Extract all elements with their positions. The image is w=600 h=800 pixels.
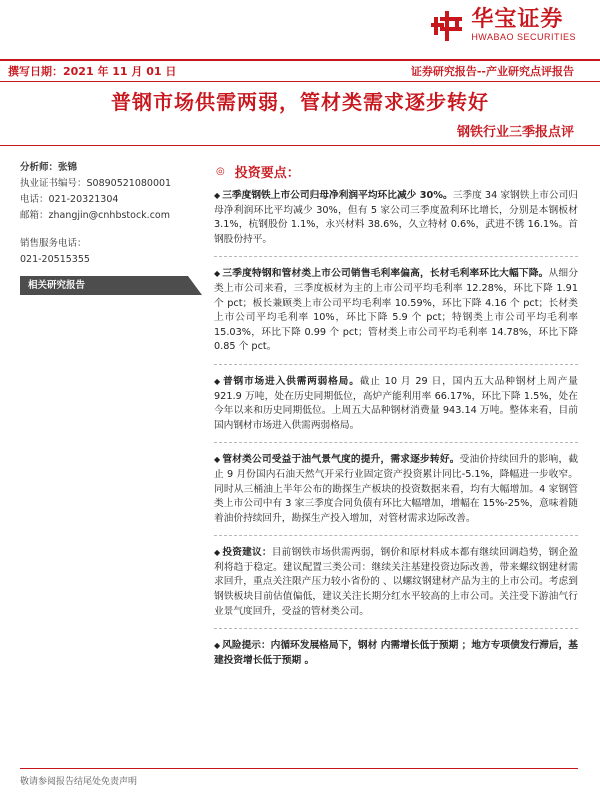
logo-english-name: HWABAO SECURITIES [471,32,576,42]
report-date: 撰写日期：2021 年 11 月 01 日 [8,65,177,78]
analyst-sidebar [20,160,202,268]
logo-chinese-name: 华宝证券 [471,7,564,32]
point-item [214,189,578,257]
analyst-phone: 电话：021-20321304 [20,194,119,205]
target-bullet-icon: ◎ [216,166,225,177]
point-lead: 管材类公司受益于油气景气度的提升，需求逐步转好。 [222,454,460,466]
points-heading [214,162,578,181]
points-title: 投资要点： [234,166,300,181]
point-item [214,453,578,536]
header-bottom-rule [0,81,600,82]
header-bar [0,61,600,81]
logo-mark-icon [431,9,465,43]
point-body: 三季度 34 家钢铁上市公司归母净利润环比平均减少 30%，但有 5 家公司三季度盈利环比增长，分别是本钢板材 3.1%，杭钢股份 1.1%，永兴材料 38.6%，久立特材 0.6%，武进不锈 16.1%。首钢股份持平。 [214,190,578,245]
analyst-email: 邮箱：zhangjin@cnhbstock.com [20,210,170,221]
diamond-bullet-icon: ◆ [214,269,221,279]
analyst-name: 分析师：张锦 [20,162,78,173]
point-item [214,375,578,443]
point-item [214,639,578,677]
point-body: 受油价持续回升的影响，截止 9 月份国内石油天然气开采行业固定资产投资累计同比-5.1%，降幅进一步收窄。同时从三桶油上半年公布的勘探生产板块的投资数据来看，均有大幅增加。4 家钢管类上市公司中有 3 家三季度合同负债有环比大幅增加，增幅在 15%-25%，意味着随着油价持续回升，勘探生产投入增加，对管材需求边际改善。 [214,454,579,524]
diamond-bullet-icon: ◆ [214,376,221,386]
title-rule [0,145,600,146]
point-item [214,267,578,365]
report-title: 普钢市场供需两弱，管材类需求逐步转好 [111,90,489,114]
point-lead: 风险提示：内循环发展格局下，钢材 内需增长低于预期 ；地方专项债发行滞后，基建投资增长低于预期 。 [214,640,578,666]
report-category: 证券研究报告--产业研究点评报告 [410,65,574,78]
report-subtitle: 钢铁行业三季报点评 [456,125,574,140]
diamond-bullet-icon: ◆ [214,641,221,651]
investment-points [214,162,578,687]
point-body: 目前钢铁市场供需两弱，钢价和原材料成本都有继续回调趋势，钢企盈利将趋于稳定。建议配置三类公司：继续关注基建投资边际改善，带来螺纹钢建材需求回升，重点关注限产压力较小省份的 、以螺纹钢建材产品为主的上市公司。考虑到钢铁板块目前估值偏低，建议关注长期分红水平较高的上市公司。关注受下游油气行业景气度回升，受益的管材类公司。 [214,547,579,617]
footer-rule [20,768,578,769]
diamond-bullet-icon: ◆ [214,191,221,200]
diamond-bullet-icon: ◆ [214,455,221,465]
company-logo [431,8,576,43]
disclaimer-note: 敬请参阅报告结尾处免责声明 [20,777,138,787]
sales-label: 销售服务电话： [20,238,87,249]
point-lead: 三季度特钢和管材类上市公司销售毛利率偏高，长材毛利率环比大幅下降。 [222,268,549,280]
point-lead: 普钢市场进入供需两弱格局。 [222,375,360,387]
point-lead: 投资建议： [222,547,272,559]
sales-phone: 021-20515355 [20,254,90,265]
diamond-bullet-icon: ◆ [214,548,221,558]
point-body: 从细分类上市公司来看，三季度板材为主的上市公司平均毛利率 12.28%，环比下降 1.91 个 pct；板长兼顾类上市公司平均毛利率 10.59%，环比下降 4.16 个 pct；长材类上市公司平均毛利率 10%，环比下降 5.9 个 pct；特钢类上市公司平均毛利率 15.03%，环比下降 0.99 个 pct；管材类上市公司平均毛利率 14.78%，环比下降 0.85 个 pct。 [214,268,579,353]
point-lead: 三季度钢铁上市公司归母净利润平均环比减少 30%。 [222,190,453,201]
analyst-cert: 执业证书编号：S0890521080001 [20,178,172,189]
related-reports-tab[interactable]: 相关研究报告 [20,276,202,295]
point-item [214,546,578,629]
point-body: 截止 10 月 29 日，国内五大品种钢材上周产量 921.9 万吨，处在历史同期低位，高炉产能利用率 66.17%，环比下降 1.5%，处在今年以来和历史同期低位。上周五大品种钢材消费量 943.14 万吨。整体来看，目前国内钢材市场进入供需两弱格局。 [214,375,578,431]
